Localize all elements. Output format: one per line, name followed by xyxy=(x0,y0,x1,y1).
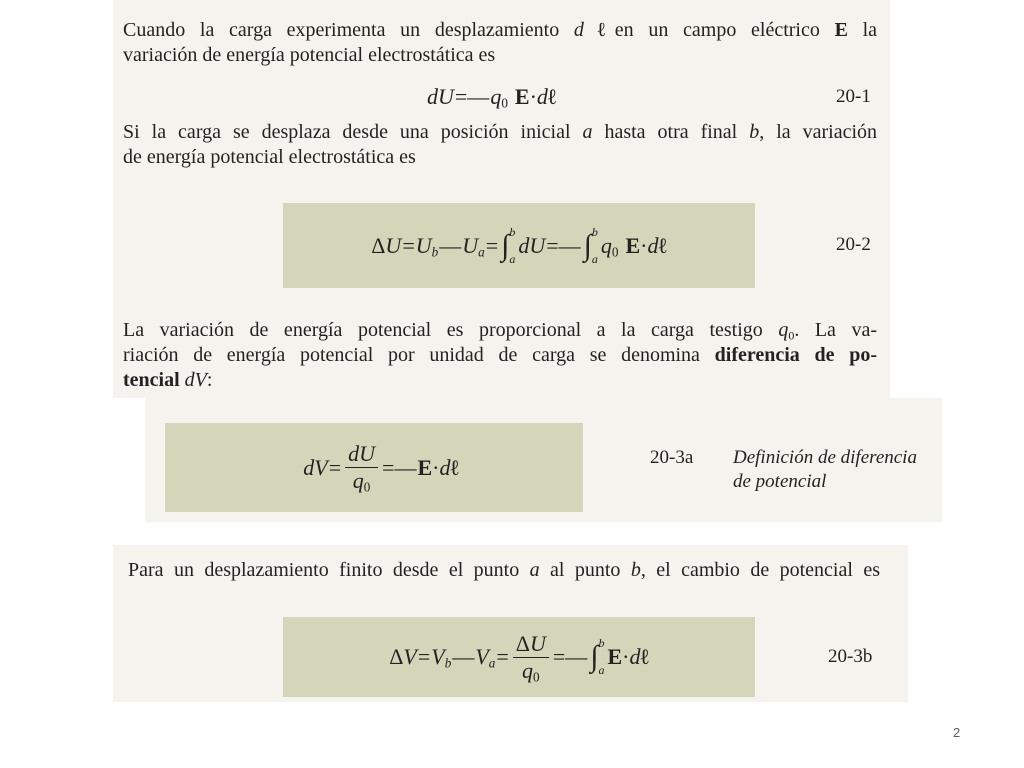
equation-box-20-2 xyxy=(283,203,755,288)
subscript-b xyxy=(432,244,439,259)
dot-operator: · xyxy=(640,232,648,258)
upper-limit: b xyxy=(591,224,598,239)
variable-d: d xyxy=(647,232,659,258)
text-segment: Para un desplazamiento finito desde el punto xyxy=(128,559,530,581)
ell-symbol: ℓ xyxy=(587,19,615,41)
paragraph-3-line-3 xyxy=(123,368,212,392)
subscript-b-text: b xyxy=(444,655,452,671)
text-segment: en un campo eléctrico xyxy=(614,19,835,41)
paragraph-2-line-2: de energía potencial electrostática es xyxy=(123,146,416,168)
lower-limit: a xyxy=(598,663,605,677)
equals-minus: =— xyxy=(552,644,588,669)
text-segment: Cuando la carga experimenta un desplazamiento xyxy=(123,19,574,41)
subscript-0: 0 xyxy=(363,479,371,495)
charge-q: q xyxy=(600,232,612,258)
text-segment: riación de energía potencial por unidad de carga se denomina xyxy=(123,344,715,366)
text-segment: La variación de energía potencial es proporcional a la carga testigo xyxy=(123,319,779,341)
paragraph-1-line-2: variación de energía potencial electrostática es xyxy=(123,44,496,66)
integral-limits xyxy=(509,226,515,266)
paragraph-3-line-2 xyxy=(123,343,877,367)
delta-symbol: Δ xyxy=(389,644,404,669)
subscript-a-text: a xyxy=(488,655,496,671)
integral-a-to-b xyxy=(584,226,598,266)
paragraph-4-line-1 xyxy=(128,558,880,582)
variable-U: U xyxy=(462,232,479,258)
equation-20-2 xyxy=(371,226,666,266)
minus-sign: — xyxy=(439,232,462,258)
charge-q: q xyxy=(490,84,502,109)
equation-rhs xyxy=(381,454,459,482)
field-vector-E: E xyxy=(834,19,848,41)
text-segment: Si la carga se desplaza desde una posición inicial xyxy=(123,121,583,143)
text-segment: hasta otra final xyxy=(592,121,750,143)
equals-minus: =— xyxy=(454,84,490,109)
variable-dV: dV xyxy=(303,454,328,480)
variable-dU: dU xyxy=(427,84,454,109)
dot-operator: · xyxy=(432,454,440,480)
numerator xyxy=(513,632,549,658)
field-vector-E: E xyxy=(607,644,623,669)
integral-limits xyxy=(598,637,604,677)
equation-20-3b xyxy=(389,632,649,683)
variable-dU: dU xyxy=(348,441,376,466)
paragraph-1-line-1 xyxy=(123,18,877,42)
numerator xyxy=(345,442,378,468)
defined-term: tencial xyxy=(123,369,185,391)
defined-term: diferencia de po- xyxy=(714,344,877,366)
variable-U: U xyxy=(415,232,432,258)
variable-d: d xyxy=(536,84,548,109)
variable-V: V xyxy=(403,644,417,669)
integral-sign: ∫ xyxy=(501,228,510,262)
integral-limits xyxy=(592,226,598,266)
equals-sign: = xyxy=(328,454,342,480)
integral-sign: ∫ xyxy=(583,228,592,262)
text-segment: al punto xyxy=(539,559,631,581)
variable-U: U xyxy=(385,232,402,258)
charge-q: q xyxy=(778,319,789,341)
integral-a-to-b xyxy=(590,637,604,677)
lower-limit: a xyxy=(509,251,516,266)
variable-V: V xyxy=(431,644,445,669)
equation-lhs xyxy=(389,643,510,671)
fraction xyxy=(345,442,378,493)
equation-middle xyxy=(518,232,581,260)
delta-symbol: Δ xyxy=(371,232,386,258)
ell-symbol: ℓ xyxy=(658,232,667,258)
equation-lhs xyxy=(303,454,342,482)
subscript-0: 0 xyxy=(611,244,619,260)
ell-symbol: ℓ xyxy=(640,644,649,669)
subscript-0: 0 xyxy=(788,328,795,342)
equation-box-20-3a xyxy=(165,423,583,512)
dot-operator: · xyxy=(529,84,537,109)
upper-limit: b xyxy=(598,636,605,650)
equation-number-20-3b: 20-3b xyxy=(828,646,873,667)
point-a: a xyxy=(582,121,593,143)
field-vector-E: E xyxy=(417,454,433,480)
equals-sign: = xyxy=(496,644,509,669)
equation-number-20-2: 20-2 xyxy=(836,234,871,255)
equals-minus: =— xyxy=(546,232,581,258)
text-segment: . La va- xyxy=(794,319,877,341)
denominator xyxy=(353,468,371,493)
denominator xyxy=(522,658,540,683)
dot-operator: · xyxy=(622,644,630,669)
point-b: b xyxy=(749,121,760,143)
margin-note-line-1: Definición de diferencia xyxy=(733,447,917,468)
field-vector-E: E xyxy=(625,232,641,258)
equals-sign: = xyxy=(485,232,499,258)
field-vector-E: E xyxy=(514,84,530,109)
minus-sign: — xyxy=(452,644,475,669)
ell-symbol: ℓ xyxy=(547,84,557,109)
variable-U: U xyxy=(529,630,546,656)
equation-integrand xyxy=(601,232,667,260)
equals-sign: = xyxy=(402,232,415,258)
equation-lhs xyxy=(371,232,499,260)
point-a: a xyxy=(529,559,540,581)
variable-dU: dU xyxy=(518,232,546,258)
subscript-a xyxy=(489,656,496,671)
page-number: 2 xyxy=(953,725,961,740)
paragraph-2-line-1 xyxy=(123,120,877,144)
variable-d: d xyxy=(439,454,451,480)
point-b: b xyxy=(630,559,641,581)
margin-note-line-2: de potencial xyxy=(733,471,827,492)
equation-number-20-1: 20-1 xyxy=(836,86,871,107)
fraction xyxy=(513,632,549,683)
variable-V: V xyxy=(475,644,489,669)
subscript-b-text: b xyxy=(431,244,439,260)
symbol-dV: dV xyxy=(184,369,207,391)
subscript-0: 0 xyxy=(501,95,508,111)
equation-box-20-3b xyxy=(283,617,755,697)
subscript-a xyxy=(478,244,485,259)
text-segment: la xyxy=(847,19,877,41)
lower-limit: a xyxy=(591,251,598,266)
equals-minus: =— xyxy=(382,454,417,480)
ell-symbol: ℓ xyxy=(450,454,459,480)
equation-number-20-3a: 20-3a xyxy=(650,447,694,468)
equation-integrand xyxy=(607,643,648,671)
subscript-b xyxy=(445,656,452,671)
subscript-0: 0 xyxy=(533,669,540,685)
upper-limit: b xyxy=(509,224,516,239)
equation-20-3a xyxy=(303,442,458,493)
colon: : xyxy=(206,369,213,391)
equation-middle xyxy=(552,643,588,671)
charge-q: q xyxy=(352,468,364,493)
integral-sign: ∫ xyxy=(590,640,599,673)
equals-sign: = xyxy=(417,644,431,669)
paragraph-3-line-1 xyxy=(123,318,877,342)
text-segment: , el cambio de potencial es xyxy=(640,559,880,581)
text-segment: , la variación xyxy=(759,121,877,143)
equation-20-1 xyxy=(427,83,556,111)
charge-q: q xyxy=(522,657,534,683)
subscript-a-text: a xyxy=(478,244,485,260)
variable-d: d xyxy=(573,19,584,41)
delta-symbol: Δ xyxy=(515,630,530,656)
integral-a-to-b xyxy=(501,226,515,266)
variable-d: d xyxy=(629,644,641,669)
